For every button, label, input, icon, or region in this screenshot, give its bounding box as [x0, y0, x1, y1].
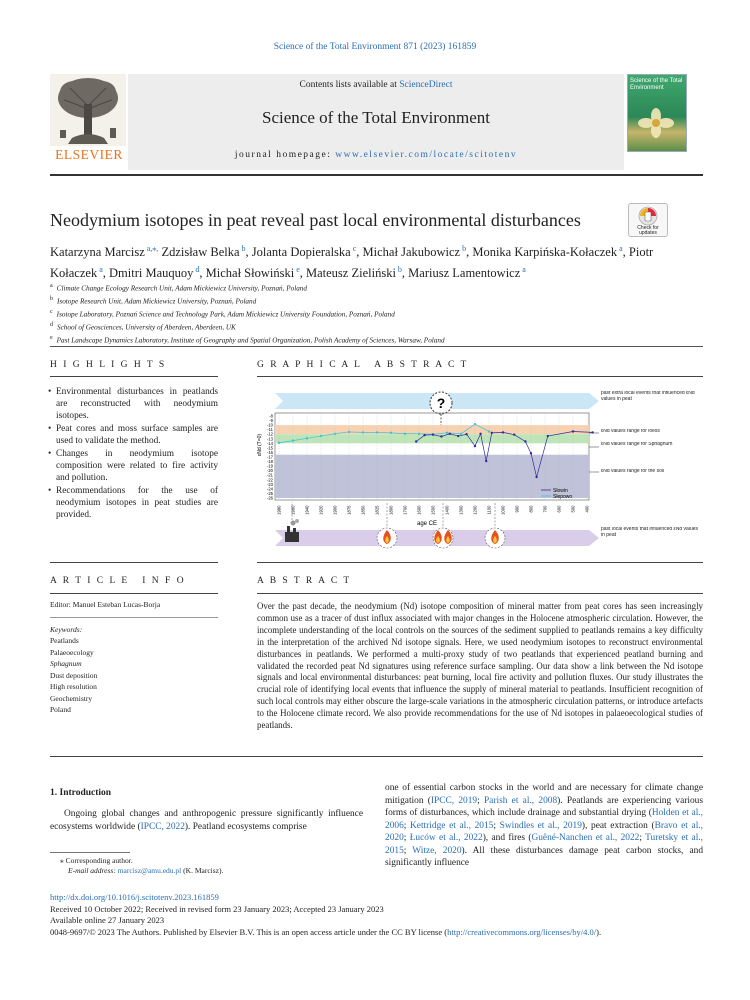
- author[interactable]: [50, 245, 158, 259]
- graphical-abstract-heading: G R A P H I C A L A B S T R A C T: [257, 360, 469, 370]
- received-dates: Received 10 October 2022; Received in revised form 23 January 2023; Accepted 23 January 2023: [50, 903, 384, 914]
- author-affiliation-sup[interactable]: d: [195, 265, 200, 275]
- publisher-name: ELSEVIER: [55, 147, 123, 162]
- data-point: [513, 433, 515, 435]
- data-point: [474, 445, 476, 447]
- data-point: [465, 433, 467, 435]
- x-tick-labels: [277, 505, 590, 515]
- introduction-left-column: [50, 808, 363, 833]
- cover-flower-icon: [634, 108, 678, 138]
- graphical-abstract-rule: [257, 376, 703, 377]
- text-run: ;: [493, 820, 500, 831]
- citation-link[interactable]: Kettridge et al., 2015: [410, 820, 494, 831]
- x-tick: 900: [514, 505, 520, 513]
- footnote-corresponding: [50, 856, 363, 866]
- author-name: Michał Słowiński: [205, 266, 295, 281]
- author-separator: ,: [245, 245, 249, 260]
- data-point: [432, 433, 434, 435]
- check-for-updates-button[interactable]: [628, 203, 668, 237]
- figure-side-labels: [601, 391, 701, 549]
- affiliation-text: School of Geosciences, University of Aberdeen, Aberdeen, UK: [57, 323, 236, 332]
- data-point: [457, 435, 459, 437]
- keyword[interactable]: Poland: [50, 705, 71, 714]
- citation-link[interactable]: Łuców et al., 2022: [409, 833, 483, 843]
- y-tick: -15: [266, 445, 273, 451]
- author-name: Zdzisław Belka: [161, 245, 240, 260]
- x-tick: 1940: [304, 505, 310, 515]
- license-link[interactable]: http://creativecommons.org/licenses/by/4.0/: [447, 926, 597, 937]
- highlights-heading: H I G H L I G H T S: [50, 360, 167, 370]
- article-info-heading: A R T I C L E I N F O: [50, 576, 186, 586]
- affiliation-text: Climate Change Ecology Research Unit, Adam Mickiewicz University, Poznań, Poland: [56, 284, 307, 293]
- y-tick: -23: [266, 481, 273, 487]
- sciencedirect-link[interactable]: ScienceDirect: [399, 80, 453, 90]
- legend-slowin: Słowin: [553, 488, 568, 494]
- y-tick: -11: [267, 427, 273, 433]
- label-extra-local: past extra local events that influenced εNd values in peat: [601, 391, 695, 402]
- author[interactable]: [206, 266, 303, 280]
- elsevier-tree-logo: [50, 74, 126, 146]
- introduction-right-column: [385, 782, 703, 870]
- author-name: Dmitri Mauquoy: [109, 266, 194, 281]
- highlight-item: • Recommendations for the use of neodymium isotopes in peat studies are provided.: [50, 485, 218, 521]
- y-tick: -21: [266, 472, 273, 478]
- fire-event: [433, 528, 453, 548]
- data-point: [292, 439, 294, 441]
- x-tick: 1875: [346, 505, 352, 515]
- keyword[interactable]: Sphagnum: [50, 659, 82, 668]
- contents-line: [128, 80, 624, 90]
- data-point: [530, 452, 532, 454]
- text-run: ;: [403, 820, 411, 831]
- x-tick: 1200: [472, 505, 478, 515]
- article-info-rule: [50, 593, 218, 594]
- check-updates-label: Check for updates: [637, 225, 659, 236]
- text-run: ;: [639, 833, 646, 843]
- author[interactable]: [252, 245, 360, 259]
- footnote-rule: [50, 852, 130, 853]
- editor-line: Editor: Manuel Esteban Lucas-Borja: [50, 600, 161, 609]
- affiliation-sup: d: [50, 322, 53, 329]
- y-tick: -16: [266, 449, 273, 455]
- x-tick: 1400: [444, 505, 450, 515]
- check-updates-icon: [629, 205, 667, 227]
- text-run: ;: [477, 795, 484, 806]
- keywords-label: Keywords:: [50, 625, 83, 634]
- author-affiliation-sup[interactable]: a: [619, 244, 623, 253]
- citation-link[interactable]: IPCC, 2019: [430, 795, 478, 806]
- footnote-corresponding-text: Corresponding author.: [65, 856, 133, 865]
- fire-event: [485, 528, 505, 548]
- data-point: [404, 433, 406, 435]
- x-tick: 700: [542, 505, 548, 513]
- y-axis-label: εNd (T=0): [257, 433, 263, 456]
- citation-link[interactable]: Holden et al., 2006: [385, 808, 703, 831]
- keyword[interactable]: High resolution: [50, 682, 97, 691]
- citation-link[interactable]: IPCC, 2022: [140, 821, 185, 832]
- affiliation: [50, 294, 700, 307]
- y-tick: -17: [266, 454, 273, 460]
- y-tick: -13: [266, 436, 273, 442]
- x-tick: 800: [528, 505, 534, 513]
- affiliation-text: Isotope Laboratory, Poznań Science and Technology Park, Adam Mickiewicz University Foundation, Poznań, Poland: [56, 310, 395, 319]
- citation-link[interactable]: Turetsky et al., 2015: [385, 833, 703, 856]
- x-tick: 1800: [388, 505, 394, 515]
- homepage-prefix: journal homepage:: [234, 150, 336, 160]
- fire-event: [377, 528, 397, 548]
- author-affiliation-sup[interactable]: a: [522, 265, 526, 275]
- author-affiliation-sup[interactable]: e: [296, 265, 300, 275]
- text-run: ), and fires (: [482, 833, 532, 843]
- x-tick: 1300: [458, 505, 464, 515]
- keyword[interactable]: Dust deposition: [50, 670, 98, 680]
- affiliation: [50, 320, 700, 333]
- legend-slepowo: Słepowo: [553, 494, 573, 500]
- data-point: [535, 476, 537, 478]
- author-affiliation-sup[interactable]: b: [462, 244, 467, 253]
- data-point: [306, 437, 308, 439]
- keyword[interactable]: Geochemistry: [50, 693, 93, 703]
- author-separator: ,: [401, 266, 406, 281]
- data-point: [491, 432, 493, 434]
- data-point: [485, 460, 487, 462]
- x-tick: 1000: [500, 505, 506, 515]
- x-tick: 1600: [416, 505, 422, 515]
- author[interactable]: [363, 245, 470, 259]
- author-name: Mariusz Lamentowicz: [408, 266, 521, 281]
- data-point: [479, 433, 481, 435]
- abstract-heading: A B S T R A C T: [257, 576, 352, 586]
- affiliation-text: Past Landscape Dynamics Laboratory, Institute of Geography and Spatial Organization, Polish Academy of Sciences, Warsaw, Poland: [56, 336, 445, 345]
- x-tick: 1825: [374, 505, 380, 515]
- highlights-rule: [50, 376, 218, 377]
- author-affiliation-sup[interactable]: b: [241, 244, 246, 253]
- author-affiliation-sup[interactable]: a,⁎,: [146, 244, 159, 253]
- data-point: [362, 431, 364, 433]
- footnote-star: ⁎: [60, 856, 66, 865]
- email-link[interactable]: marcisz@amu.edu.pl: [117, 866, 182, 875]
- available-online: Available online 27 January 2023: [50, 915, 165, 925]
- editor-rule: [50, 617, 218, 618]
- author-list: [50, 240, 700, 282]
- highlight-item: • Environmental disturbances in peatlands are reconstructed with neodymium isotopes.: [50, 386, 218, 422]
- text-run: ;: [403, 845, 413, 856]
- y-tick: -26: [266, 495, 273, 501]
- author-separator: ,: [102, 266, 106, 281]
- text-run: ). Peatland ecosystems comprise: [184, 821, 307, 832]
- affiliation: [50, 307, 700, 320]
- data-point: [390, 432, 392, 434]
- affiliation-sup: b: [50, 296, 53, 303]
- author[interactable]: [306, 266, 405, 280]
- text-run: Ongoing global changes and anthropogenic pressure significantly influence ecosystems worldwide (: [50, 809, 363, 832]
- highlights-list: [50, 386, 218, 522]
- abstract-bottom-rule: [50, 756, 703, 757]
- x-tick: 1900: [332, 505, 338, 515]
- data-point: [376, 431, 378, 433]
- x-tick: 1700: [402, 505, 408, 515]
- footnote-email: [50, 866, 363, 876]
- data-point: [449, 433, 451, 435]
- citation-link[interactable]: Witze, 2020: [412, 845, 462, 856]
- affiliation-sup: a: [50, 283, 53, 289]
- highlight-item: • Peat cores and moss surface samples are used to validate the method.: [50, 423, 218, 447]
- author-name: Katarzyna Marcisz: [50, 245, 145, 260]
- question-mark: ?: [436, 395, 446, 411]
- y-tick: -12: [266, 431, 273, 437]
- graphical-abstract-bottom-rule: [257, 562, 703, 563]
- license-suffix: ).: [596, 926, 602, 937]
- data-point: [415, 440, 417, 442]
- author-name: Michał Jakubowicz: [362, 245, 461, 260]
- data-point: [524, 440, 526, 442]
- x-tick: 500: [570, 505, 576, 513]
- data-point: [440, 435, 442, 437]
- y-tick-labels: [267, 414, 274, 501]
- introduction-heading: 1. Introduction: [50, 788, 112, 798]
- author-affiliation-sup[interactable]: c: [352, 244, 357, 253]
- author-affiliation-sup[interactable]: a: [99, 265, 103, 275]
- affiliation-rule: [50, 346, 703, 347]
- author-separator: ,: [299, 266, 303, 281]
- license-prefix: 0048-9697/© 2023 The Authors. Published by Elsevier B.V. This is an open access article under the CC BY license (: [50, 926, 448, 937]
- journal-reference[interactable]: Science of the Total Environment 871 (2023) 161859: [273, 42, 477, 52]
- data-point: [278, 442, 280, 444]
- article-meta: [50, 892, 710, 938]
- citation-link[interactable]: Parish et al., 2008: [483, 795, 558, 806]
- label-sphagnum-range: εNd values range for Sphagnum: [601, 442, 673, 447]
- x-tick: 1980: [276, 505, 282, 515]
- paper-title: Neodymium isotopes in peat reveal past local environmental disturbances: [50, 210, 581, 230]
- author[interactable]: [109, 266, 203, 280]
- x-tick: 600: [556, 505, 562, 513]
- author[interactable]: [472, 245, 625, 259]
- keyword[interactable]: Palaeoecology: [50, 647, 94, 657]
- text-run: one of essential carbon stocks in the world and are necessary for climate change mitigation (: [385, 783, 703, 806]
- journal-title: Science of the Total Environment: [262, 108, 490, 127]
- text-run: ), peat extraction (: [581, 820, 655, 831]
- author-affiliation-sup[interactable]: b: [397, 265, 402, 275]
- author-separator: ,: [622, 245, 626, 260]
- author-separator: ,: [466, 245, 470, 260]
- y-tick: -19: [266, 463, 273, 469]
- keywords-list: [50, 635, 97, 716]
- author-name: Piotr Kołaczek: [50, 245, 654, 281]
- author-name: Jolanta Dopieralska: [251, 245, 351, 260]
- data-point: [423, 434, 425, 436]
- header-rule: [50, 174, 703, 176]
- citation-link[interactable]: Guêné-Nanchen et al., 2022: [531, 833, 640, 843]
- y-tick: -22: [266, 477, 273, 483]
- citation-link[interactable]: Bravo et al., 2020: [385, 820, 703, 843]
- y-tick: -20: [266, 468, 273, 474]
- highlights-bottom-rule: [50, 562, 218, 563]
- x-tick: 1920: [318, 505, 324, 515]
- abstract-rule: [257, 593, 703, 594]
- journal-homepage: [128, 150, 624, 160]
- y-tick: -25: [266, 490, 273, 496]
- data-point: [474, 423, 476, 425]
- author-separator: ,: [199, 266, 203, 281]
- citation-link[interactable]: Swindles et al., 2019: [499, 820, 582, 831]
- data-point: [320, 435, 322, 437]
- label-local-events: past local events that influenced εNd values in peat: [601, 527, 699, 538]
- data-point: [334, 433, 336, 435]
- abstract-text: Over the past decade, the neodymium (Nd) isotope composition of mineral matter from peat cores has seen increasingly common use as a tracer of dust influx associated with major changes in the Holocene atmospheric circulation. However, the incomplete understanding of the local controls on the sources of the sediment supplied to peatlands remains a key difficulty in the interpretation of the archived Nd isotope signals. Here, we used neodymium isotopes to reconstruct environmental disturbances in peatlands. We performed a multi-proxy study of two peatlands that experienced peatland burning and validated the recorded peat Nd signatures using reference surface sampling. Our data show a link between the Nd isotope signals and local environmental disturbances: peat burning, local fire activity and pollution fluxes. Our study illustrates the crucial role of identifying local events that influence the supply of mineral material to peatlands. Insufficient recognition of such local controls may either obscure the large-scale variations in the atmospheric circulation patterns, or introduce artefacts to the Holocene climate record. We also provide recommendations for the use of Nd isotopes in palaeoecological studies of peatlands.: [257, 601, 703, 731]
- homepage-link[interactable]: www.elsevier.com/locate/scitotenv: [335, 150, 518, 160]
- author[interactable]: [408, 266, 526, 280]
- x-axis-label: age CE: [416, 521, 438, 527]
- author-separator: ,: [356, 245, 360, 260]
- data-point: [348, 431, 350, 433]
- label-soil-range: εNd values range for the soil: [601, 469, 665, 474]
- affiliation-sup: e: [50, 335, 53, 342]
- affiliation-text: Isotope Research Unit, Adam Mickiewicz University, Poznań, Poland: [57, 297, 257, 306]
- email-label: E-mail address:: [68, 866, 118, 875]
- y-tick: -24: [266, 486, 273, 492]
- doi-link[interactable]: http://dx.doi.org/10.1016/j.scitotenv.2023.161859: [50, 892, 219, 902]
- data-point: [502, 431, 504, 433]
- x-tick: 400: [584, 505, 590, 513]
- data-point: [488, 430, 490, 432]
- text-run: ). All these disturbances damage peat carbon stocks, and significantly influence: [385, 845, 704, 868]
- loess-band: [275, 425, 589, 434]
- affiliation: [50, 281, 700, 294]
- y-tick: -14: [266, 440, 273, 446]
- y-tick: -18: [266, 459, 273, 465]
- data-point: [572, 430, 574, 432]
- data-point: [547, 435, 549, 437]
- affiliation-list: [50, 281, 700, 346]
- affiliation-sup: c: [50, 309, 53, 316]
- author-name: Monika Karpińska-Kołaczek: [472, 245, 618, 260]
- license-line: [50, 927, 710, 939]
- y-tick: -8: [269, 413, 273, 419]
- y-tick: -9: [269, 418, 273, 424]
- x-tick: 1500: [430, 505, 436, 515]
- band-label-ticks: [589, 433, 599, 472]
- y-tick: -10: [266, 422, 273, 428]
- affiliation: [50, 333, 700, 346]
- graphical-abstract-figure: [257, 380, 703, 555]
- soil-band: [275, 455, 589, 498]
- footnote: [50, 856, 363, 876]
- label-loess-range: εNd values range for loess: [601, 429, 660, 434]
- x-tick: 1100: [486, 505, 492, 515]
- highlight-item: • Changes in neodymium isotope composition were related to fire activity and pollution.: [50, 448, 218, 484]
- data-point: [446, 432, 448, 434]
- cover-title: Science of the Total Environment: [630, 78, 683, 91]
- x-tick: 1850: [360, 505, 366, 515]
- text-run: ). Peatlands are experiencing various forms of disturbances, which include drainage and substantial drying (: [385, 795, 703, 818]
- keyword[interactable]: Peatlands: [50, 636, 79, 645]
- contents-prefix: Contents lists available at: [299, 80, 400, 90]
- email-name: (K. Marcisz).: [181, 866, 224, 875]
- text-run: ;: [403, 833, 410, 843]
- data-point: [418, 433, 420, 435]
- author-name: Mateusz Zieliński: [306, 266, 396, 281]
- author[interactable]: [161, 245, 248, 259]
- data-point: [460, 433, 462, 435]
- x-tick: 1960: [290, 505, 296, 515]
